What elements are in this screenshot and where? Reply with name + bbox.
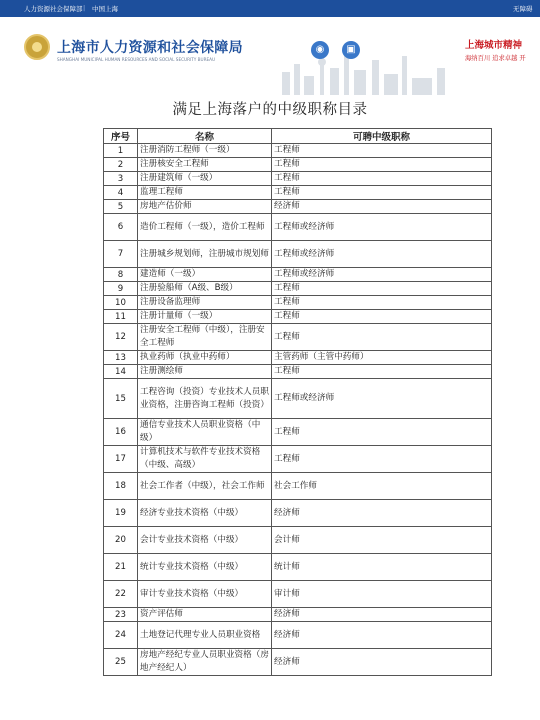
qualification-name: 执业药师（执业中药师） [138, 351, 272, 365]
eligible-title: 工程师 [272, 186, 492, 200]
row-number: 5 [104, 200, 138, 214]
row-number: 1 [104, 144, 138, 158]
table-row [104, 419, 492, 446]
eligible-title: 工程师 [272, 446, 492, 473]
row-number: 19 [104, 500, 138, 527]
qualification-name: 统计专业技术资格（中级） [138, 554, 272, 581]
row-number: 15 [104, 379, 138, 419]
table-row [104, 282, 492, 296]
eligible-title: 工程师 [272, 324, 492, 351]
row-number: 9 [104, 282, 138, 296]
eligible-title: 工程师 [272, 144, 492, 158]
table-row [104, 351, 492, 365]
row-number: 10 [104, 296, 138, 310]
eligible-title: 经济师 [272, 608, 492, 622]
eligible-title: 工程师或经济师 [272, 379, 492, 419]
eligible-title: 工程师 [272, 158, 492, 172]
row-number: 23 [104, 608, 138, 622]
city-spirit-title: 上海城市精神 [465, 40, 523, 51]
table-row [104, 144, 492, 158]
qualification-name: 注册测绘师 [138, 365, 272, 379]
row-number: 16 [104, 419, 138, 446]
qualification-name: 计算机技术与软件专业技术资格（中级、高级） [138, 446, 272, 473]
table-row [104, 310, 492, 324]
eligible-title: 经济师 [272, 200, 492, 214]
row-number: 18 [104, 473, 138, 500]
row-number: 8 [104, 268, 138, 282]
row-number: 4 [104, 186, 138, 200]
eligible-title: 统计师 [272, 554, 492, 581]
table-row [104, 200, 492, 214]
row-number: 12 [104, 324, 138, 351]
table-row [104, 527, 492, 554]
qualification-name: 监理工程师 [138, 186, 272, 200]
table-row [104, 268, 492, 282]
qualification-name: 审计专业技术资格（中级） [138, 581, 272, 608]
top-bar [0, 0, 540, 17]
table-row [104, 172, 492, 186]
qualification-name: 注册城乡规划师，注册城市规划师 [138, 241, 272, 268]
table-header-row [104, 129, 492, 144]
table-row [104, 581, 492, 608]
table-row [104, 324, 492, 351]
site-header [0, 17, 540, 78]
table-row [104, 186, 492, 200]
row-number: 3 [104, 172, 138, 186]
eligible-title: 工程师 [272, 296, 492, 310]
qualification-name: 注册安全工程师（中级），注册安全工程师 [138, 324, 272, 351]
bureau-emblem-icon[interactable] [24, 34, 50, 60]
qualification-name: 注册消防工程师（一级） [138, 144, 272, 158]
link-china-shanghai[interactable]: 中国上海 [92, 5, 118, 13]
eligible-title: 工程师 [272, 419, 492, 446]
title-catalog-table [103, 128, 492, 676]
row-number: 7 [104, 241, 138, 268]
wechat-icon[interactable]: ▣ [342, 41, 360, 59]
table-row [104, 608, 492, 622]
table-row [104, 446, 492, 473]
row-number: 14 [104, 365, 138, 379]
qualification-name: 土地登记代理专业人员职业资格 [138, 622, 272, 649]
eligible-title: 社会工作师 [272, 473, 492, 500]
row-number: 13 [104, 351, 138, 365]
qualification-name: 会计专业技术资格（中级） [138, 527, 272, 554]
row-number: 6 [104, 214, 138, 241]
qualification-name: 注册设备监理师 [138, 296, 272, 310]
qualification-name: 建造师（一级） [138, 268, 272, 282]
eligible-title: 工程师 [272, 310, 492, 324]
eligible-title: 经济师 [272, 500, 492, 527]
row-number: 2 [104, 158, 138, 172]
qualification-name: 房地产经纪专业人员职业资格（房地产经纪人） [138, 649, 272, 676]
eligible-title: 审计师 [272, 581, 492, 608]
bureau-name-en: SHANGHAI MUNICIPAL HUMAN RESOURCES AND SOCIAL SECURITY BUREAU [57, 57, 216, 62]
qualification-name: 注册建筑师（一级） [138, 172, 272, 186]
city-spirit-text: 海纳百川 追求卓越 开 [465, 55, 526, 62]
qualification-name: 房地产估价师 [138, 200, 272, 214]
table-row [104, 214, 492, 241]
eligible-title: 工程师 [272, 365, 492, 379]
eligible-title: 工程师 [272, 282, 492, 296]
qualification-name: 资产评估师 [138, 608, 272, 622]
qualification-name: 注册计量师（一级） [138, 310, 272, 324]
qualification-name: 社会工作者（中级），社会工作师 [138, 473, 272, 500]
accessibility-link[interactable]: 无障碍 [513, 5, 533, 13]
table-row [104, 622, 492, 649]
page-title: 满足上海落户的中级职称目录 [172, 102, 368, 118]
weibo-icon[interactable]: ◉ [311, 41, 329, 59]
table-row [104, 241, 492, 268]
eligible-title: 工程师 [272, 172, 492, 186]
header-name: 名称 [138, 129, 272, 144]
qualification-name: 经济专业技术资格（中级） [138, 500, 272, 527]
eligible-title: 工程师或经济师 [272, 241, 492, 268]
skyline-decoration [272, 34, 462, 95]
table-row [104, 500, 492, 527]
eligible-title: 经济师 [272, 649, 492, 676]
table-row [104, 379, 492, 419]
bureau-name[interactable]: 上海市人力资源和社会保障局 [57, 40, 243, 56]
eligible-title: 工程师或经济师 [272, 214, 492, 241]
table-row [104, 158, 492, 172]
eligible-title: 主管药师（主管中药师） [272, 351, 492, 365]
header-title: 可聘中级职称 [272, 129, 492, 144]
header-no: 序号 [104, 129, 138, 144]
qualification-name: 工程咨询（投资）专业技术人员职业资格，注册咨询工程师（投资） [138, 379, 272, 419]
table-row [104, 554, 492, 581]
row-number: 25 [104, 649, 138, 676]
eligible-title: 工程师或经济师 [272, 268, 492, 282]
link-mohrss[interactable]: 人力资源社会保障部 [24, 5, 83, 13]
qualification-name: 注册核安全工程师 [138, 158, 272, 172]
eligible-title: 会计师 [272, 527, 492, 554]
table-row [104, 365, 492, 379]
row-number: 21 [104, 554, 138, 581]
divider: | [83, 4, 86, 12]
qualification-name: 造价工程师（一级），造价工程师 [138, 214, 272, 241]
eligible-title: 经济师 [272, 622, 492, 649]
qualification-name: 注册验船师（A级、B级） [138, 282, 272, 296]
row-number: 24 [104, 622, 138, 649]
row-number: 22 [104, 581, 138, 608]
table-row [104, 649, 492, 676]
row-number: 11 [104, 310, 138, 324]
row-number: 20 [104, 527, 138, 554]
row-number: 17 [104, 446, 138, 473]
table-row [104, 473, 492, 500]
table-row [104, 296, 492, 310]
qualification-name: 通信专业技术人员职业资格（中级） [138, 419, 272, 446]
